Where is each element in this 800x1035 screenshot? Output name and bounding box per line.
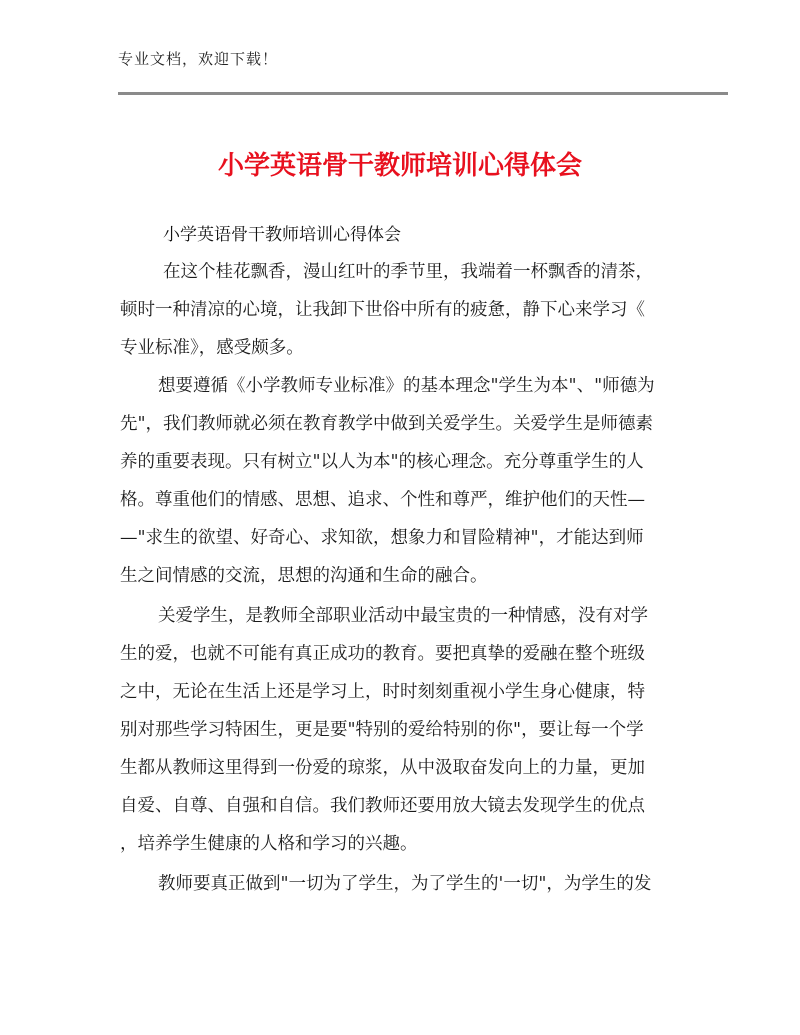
body-line: ，培养学生健康的人格和学习的兴趣。 (120, 834, 418, 854)
body-line: 关爱学生，是教师全部职业活动中最宝贵的一种情感，没有对学 (158, 606, 648, 626)
body-line: 生的爱，也就不可能有真正成功的教育。要把真挚的爱融在整个班级 (120, 644, 645, 664)
body-line: 顿时一种清凉的心境，让我卸下世俗中所有的疲惫，静下心来学习《 (120, 300, 645, 320)
page-header-text: 专业文档，欢迎下载！ (118, 50, 279, 68)
body-line: —"求生的欲望、好奇心、求知欲，想象力和冒险精神"，才能达到师 (120, 528, 644, 548)
body-line: 专业标准》，感受颇多。 (120, 338, 304, 358)
body-line: 养的重要表现。只有树立"以人为本"的核心理念。充分尊重学生的人 (120, 452, 644, 472)
body-line: 别对那些学习特困生，更是要"特别的爱给特别的你"，要让每一个学 (120, 720, 644, 740)
body-line: 先"，我们教师就必须在教育教学中做到关爱学生。关爱学生是师德素 (120, 414, 654, 434)
document-title: 小学英语骨干教师培训心得体会 (217, 151, 582, 181)
body-line: 生都从教师这里得到一份爱的琼浆，从中汲取奋发向上的力量，更加 (120, 758, 645, 778)
body-line: 教师要真正做到"一切为了学生，为了学生的'一切"，为学生的发 (158, 874, 652, 894)
body-line: 之中，无论在生活上还是学习上，时时刻刻重视小学生身心健康，特 (120, 682, 645, 702)
body-line: 自爱、自尊、自强和自信。我们教师还要用放大镜去发现学生的优点 (120, 796, 645, 816)
body-line: 格。尊重他们的情感、思想、追求、个性和尊严，维护他们的天性— (120, 490, 645, 510)
body-line: 生之间情感的交流，思想的沟通和生命的融合。 (120, 566, 488, 586)
header-divider (118, 92, 728, 95)
document-subtitle: 小学英语骨干教师培训心得体会 (163, 225, 401, 245)
body-line: 在这个桂花飘香，漫山红叶的季节里，我端着一杯飘香的清茶， (163, 262, 653, 282)
body-line: 想要遵循《小学教师专业标准》的基本理念"学生为本"、"师德为 (158, 376, 655, 396)
